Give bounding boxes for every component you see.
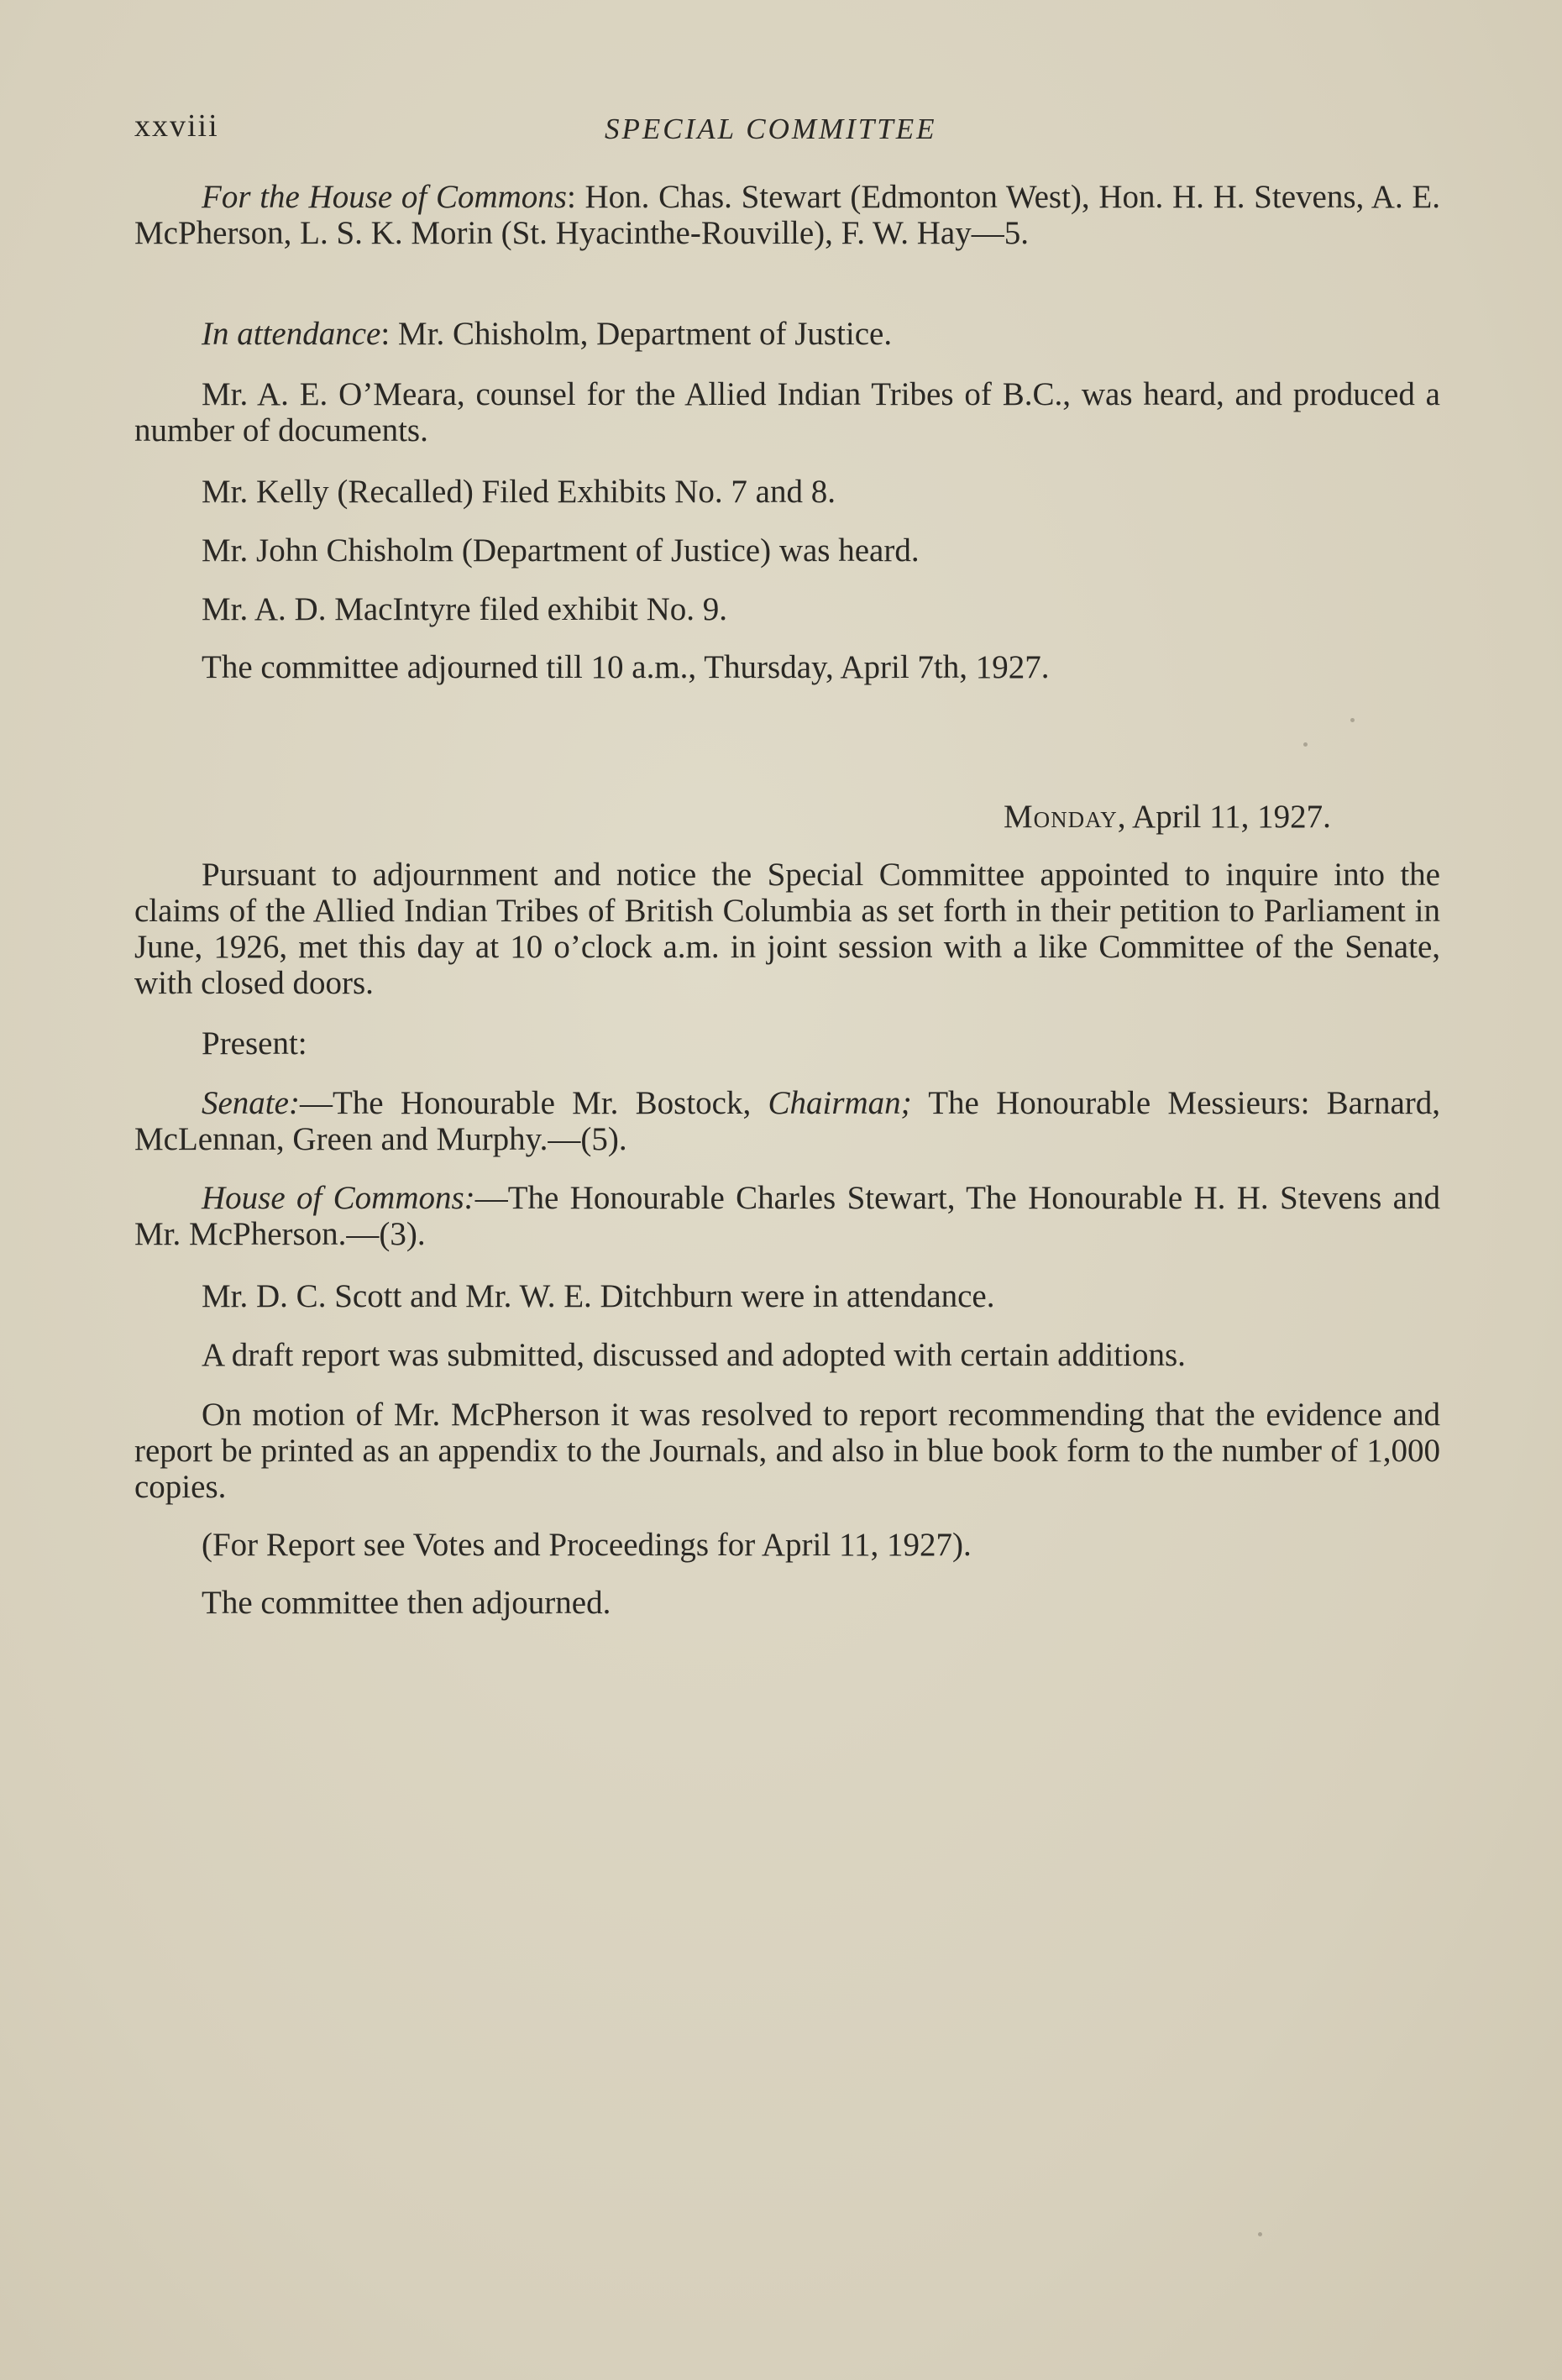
session-date-rest: , April 11, 1927. [1117,799,1331,835]
attendance-label: In attendance [202,316,381,352]
pursuant-paragraph [134,857,1440,1001]
paper-speck [1350,718,1355,722]
paper-speck [1303,742,1308,747]
motion-text: On motion of Mr. McPherson it was resolved to report recommending that the evidence and report be printed as an appendix to the Journals, and also in blue book form to the number of 1,000 copies. [134,1397,1440,1505]
attendance-text: : Mr. Chisholm, Department of Justice. [380,316,893,352]
macintyre-text: Mr. A. D. MacIntyre filed exhibit No. 9. [202,591,728,627]
scott-attendance-text: Mr. D. C. Scott and Mr. W. E. Ditchburn were in attendance. [202,1278,995,1314]
commons-label: For the House of Commons [202,179,567,215]
adjourned-paragraph [134,649,1440,685]
senate-chairman-label: Chairman; [768,1085,912,1121]
commons-members-paragraph-2 [134,1180,1440,1252]
chisholm-text: Mr. John Chisholm (Department of Justice) was heard. [202,532,920,569]
report-reference-text: (For Report see Votes and Proceedings for April 11, 1927). [202,1527,972,1563]
page-number: xxviii [134,108,219,144]
report-reference-paragraph [134,1527,1440,1563]
chisholm-paragraph [134,532,1440,569]
page-header [134,107,1444,158]
commons-members: : Hon. Chas. Stewart (Edmonton West), Hon. H. H. Stevens, A. E. McPherson, L. S. K. Morin (St. Hyacinthe-Rouville), F. W. Hay—5. [134,179,1440,251]
senate-label: Senate: [202,1085,300,1121]
paper-speck [1258,2232,1262,2236]
commons-members-2: —The Honourable Charles Stewart, The Honourable H. H. Stevens and Mr. McPherson.—(3). [134,1180,1440,1252]
session-date-day: Monday [1004,799,1118,835]
present-paragraph [134,1025,1440,1062]
senate-members-a: —The Honourable Mr. Bostock, [299,1085,768,1121]
kelly-paragraph [134,474,1440,510]
commons-members-paragraph [134,179,1440,251]
running-head: SPECIAL COMMITTEE [605,113,937,145]
motion-paragraph [134,1397,1440,1505]
macintyre-paragraph [134,591,1440,627]
final-adjourned-text: The committee then adjourned. [202,1585,611,1621]
omeara-paragraph [134,376,1440,448]
omeara-text: Mr. A. E. O’Meara, counsel for the Allied Indian Tribes of B.C., was heard, and produced a number of documents. [134,376,1440,448]
senate-members-paragraph [134,1085,1440,1157]
pursuant-text: Pursuant to adjournment and notice the Special Committee appointed to inquire into the claims of the Allied Indian Tribes of British Columbia as set forth in their petition to Parliament in June, 1926, met this day at 10 o’clock a.m. in joint session with a like Committee of the Senate, with closed doors. [134,857,1440,1001]
attendance-paragraph [134,316,1440,352]
session-date [1004,798,1331,836]
draft-report-text: A draft report was submitted, discussed and adopted with certain additions. [202,1337,1186,1373]
commons-label-2: House of Commons: [202,1180,475,1216]
draft-report-paragraph [134,1337,1440,1373]
final-adjourned-paragraph [134,1585,1440,1621]
kelly-text: Mr. Kelly (Recalled) Filed Exhibits No. 7 and 8. [202,474,836,510]
senate-members-b: The Honourable Messieurs: Barnard, McLennan, Green and Murphy.—(5). [134,1085,1440,1157]
scott-attendance-paragraph [134,1278,1440,1314]
adjourned-text: The committee adjourned till 10 a.m., Thursday, April 7th, 1927. [202,649,1050,685]
present-text: Present: [202,1025,307,1062]
